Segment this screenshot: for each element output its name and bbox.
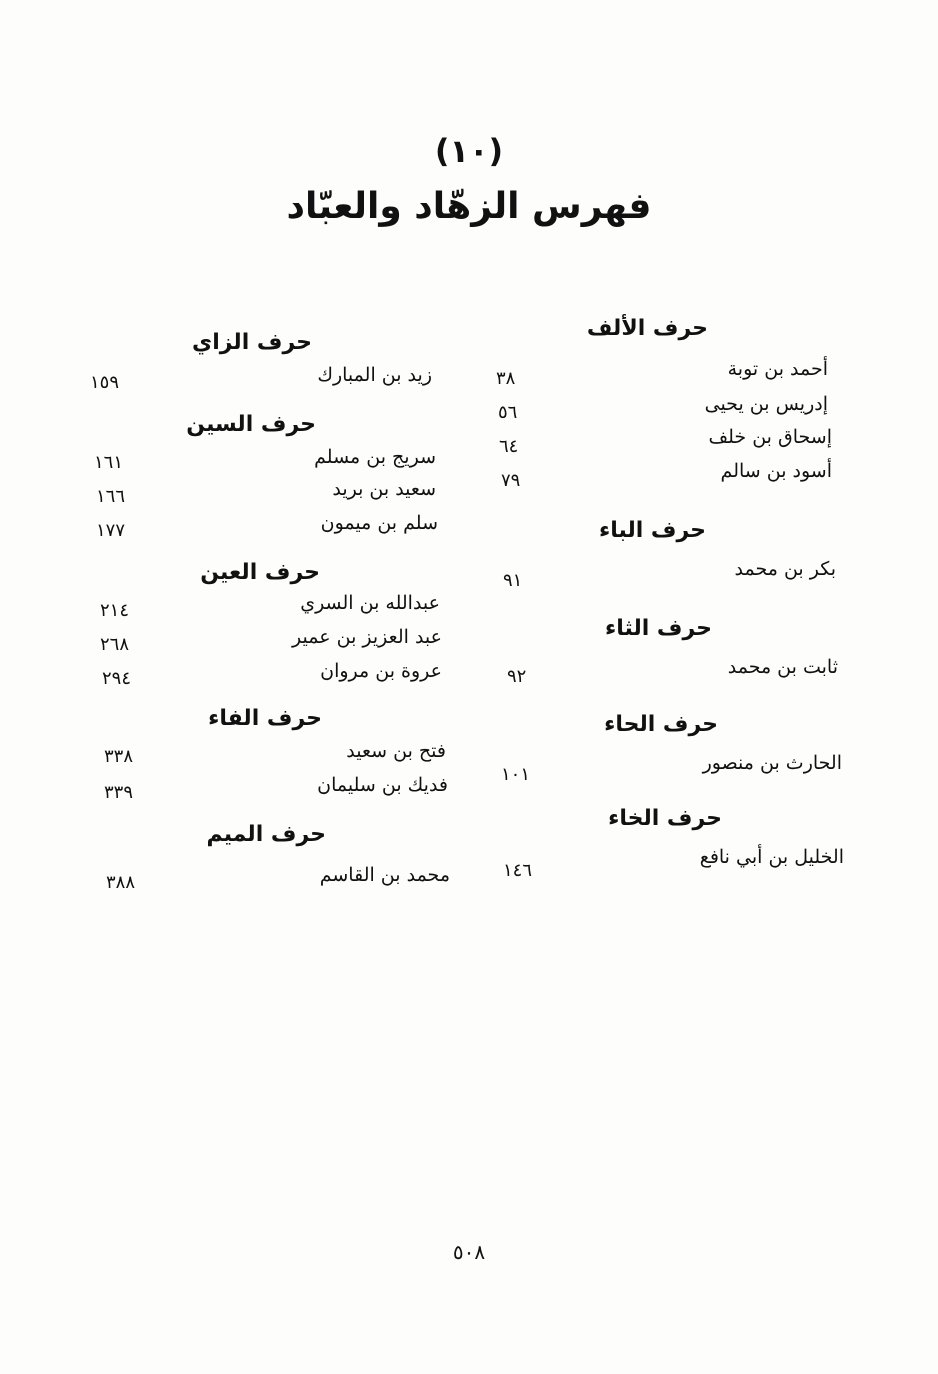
- index-title: فهرس الزهّاد والعبّاد: [286, 186, 652, 227]
- entry-page: ١٥٩: [90, 372, 120, 393]
- entry-page: ٢٩٤: [102, 668, 132, 689]
- section-title-ha: حرف الحاء: [604, 712, 718, 737]
- entry-page: ٣٨٨: [106, 872, 136, 893]
- entry-page: ١٧٧: [96, 520, 126, 541]
- entry-name: إسحاق بن خلف: [708, 426, 832, 448]
- entry-name: الخليل بن أبي نافع: [699, 846, 844, 868]
- page-number: ٥٠٨: [452, 1240, 486, 1264]
- entry-page: ١٦١: [94, 452, 124, 473]
- entry-name: الحارث بن منصور: [702, 752, 842, 774]
- entry-name: ثابت بن محمد: [727, 656, 838, 678]
- section-title-ayn: حرف العين: [200, 560, 320, 585]
- entry-name: سريج بن مسلم: [314, 446, 436, 468]
- entry-page: ٦٤: [499, 436, 519, 457]
- entry-name: عبد العزيز بن عمير: [292, 626, 442, 648]
- entry-name: أسود بن سالم: [720, 460, 832, 482]
- entry-page: ٢٦٨: [100, 634, 130, 655]
- entry-page: ١٦٦: [96, 486, 126, 507]
- index-number: (١٠): [434, 132, 504, 170]
- entry-page: ١٠١: [501, 764, 531, 785]
- entry-name: عبدالله بن السري: [300, 592, 440, 614]
- entry-page: ٣٣٩: [104, 782, 134, 803]
- section-title-mim: حرف الميم: [206, 822, 326, 847]
- entry-page: ١٤٦: [503, 860, 533, 881]
- entry-page: ٢١٤: [100, 600, 130, 621]
- section-title-sin: حرف السين: [186, 412, 316, 437]
- section-title-alif: حرف الألف: [586, 316, 708, 341]
- section-title-zay: حرف الزاي: [192, 330, 312, 355]
- entry-page: ٩١: [503, 570, 523, 591]
- entry-name: زيد بن المبارك: [317, 364, 432, 386]
- entry-name: سعيد بن بريد: [332, 478, 436, 500]
- section-title-ba: حرف الباء: [598, 518, 706, 543]
- section-title-tha: حرف الثاء: [604, 616, 712, 641]
- entry-name: إدريس بن يحيى: [704, 393, 828, 415]
- entry-name: أحمد بن توبة: [727, 358, 828, 380]
- section-title-kha: حرف الخاء: [608, 806, 722, 831]
- entry-name: فتح بن سعيد: [346, 740, 446, 762]
- entry-name: محمد بن القاسم: [319, 864, 450, 886]
- entry-name: فديك بن سليمان: [317, 774, 448, 796]
- entry-name: بكر بن محمد: [734, 558, 836, 580]
- entry-page: ٣٣٨: [104, 746, 134, 767]
- entry-page: ٥٦: [498, 402, 518, 423]
- entry-name: سلم بن ميمون: [320, 512, 438, 534]
- entry-page: ٣٨: [496, 368, 516, 389]
- entry-name: عروة بن مروان: [320, 660, 442, 682]
- section-title-fa: حرف الفاء: [208, 706, 322, 731]
- entry-page: ٧٩: [501, 470, 521, 491]
- entry-page: ٩٢: [507, 666, 527, 687]
